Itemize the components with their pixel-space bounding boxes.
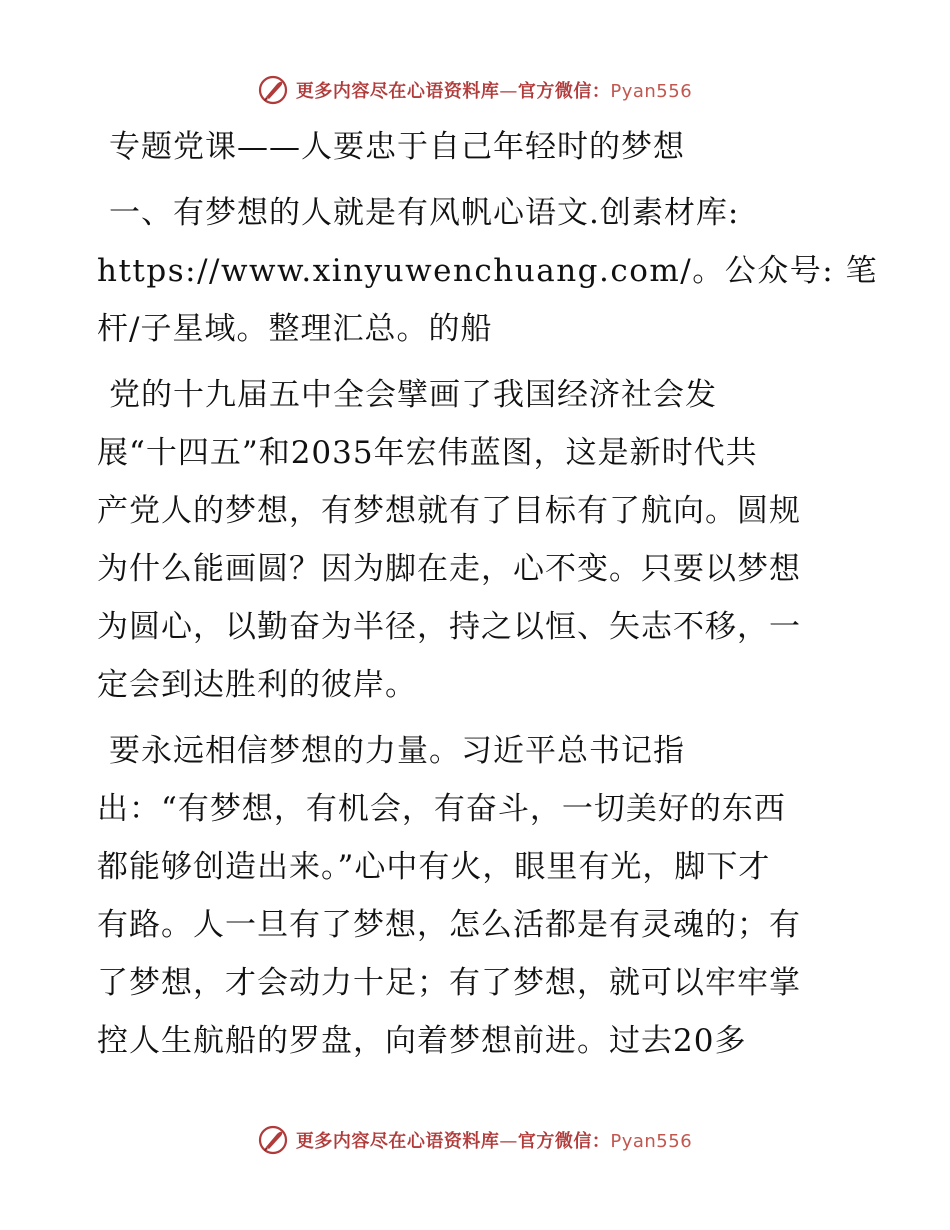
paragraph-line: 为什么能画圆？因为脚在走，心不变。只要以梦想 [97,551,801,587]
banner-text [296,77,692,103]
paragraph-line: 党的十九届五中全会擘画了我国经济社会发 [109,377,717,413]
section-1-line: https://www.xinyuwenchuang.com/。公众号: 笔 [97,253,879,289]
paragraph-1 [97,366,857,714]
header-banner [0,70,950,110]
document-title: 专题党课——人要忠于自己年轻时的梦想 [109,129,685,165]
paragraph-line: 展“十四五”和2035年宏伟蓝图，这是新时代共 [97,435,758,471]
document-body [97,118,879,1070]
paragraph-line: 出：“有梦想，有机会，有奋斗，一切美好的东西 [97,791,786,827]
paragraph-line: 定会到达胜利的彼岸。 [97,667,417,703]
paragraph-line: 有路。人一旦有了梦想，怎么活都是有灵魂的；有 [97,907,801,943]
banner-contact-text: 官方微信： [517,81,611,102]
banner-contact-text: 官方微信： [517,1131,611,1152]
quill-pen-logo-icon [258,1125,288,1155]
section-1-line: 杆/子星域。整理汇总。的船 [97,311,493,347]
paragraph-line: 了梦想，才会动力十足；有了梦想，就可以牢牢掌 [97,965,801,1001]
banner-dash: — [499,1131,518,1152]
paragraph-line: 为圆心，以勤奋为半径，持之以恒、矢志不移，一 [97,609,801,645]
banner-text [296,1127,692,1153]
footer-banner [0,1120,950,1160]
banner-main-text: 更多内容尽在心语资料库 [295,1131,500,1152]
paragraph-line: 控人生航船的罗盘，向着梦想前进。过去20多 [97,1023,747,1059]
section-1-heading [97,184,879,358]
banner-main-text: 更多内容尽在心语资料库 [295,81,500,102]
banner-wechat-id: Pyan556 [610,1131,693,1152]
section-1-line: 一、有梦想的人就是有风帆心语文.创素材库: [109,195,740,231]
paragraph-line: 产党人的梦想，有梦想就有了目标有了航向。圆规 [97,493,801,529]
quill-pen-logo-icon [258,75,288,105]
paragraph-line: 都能够创造出来。”心中有火，眼里有光，脚下才 [97,849,771,885]
banner-dash: — [499,81,518,102]
paragraph-line: 要永远相信梦想的力量。习近平总书记指 [109,733,685,769]
paragraph-2 [97,722,857,1070]
banner-wechat-id: Pyan556 [610,81,693,102]
